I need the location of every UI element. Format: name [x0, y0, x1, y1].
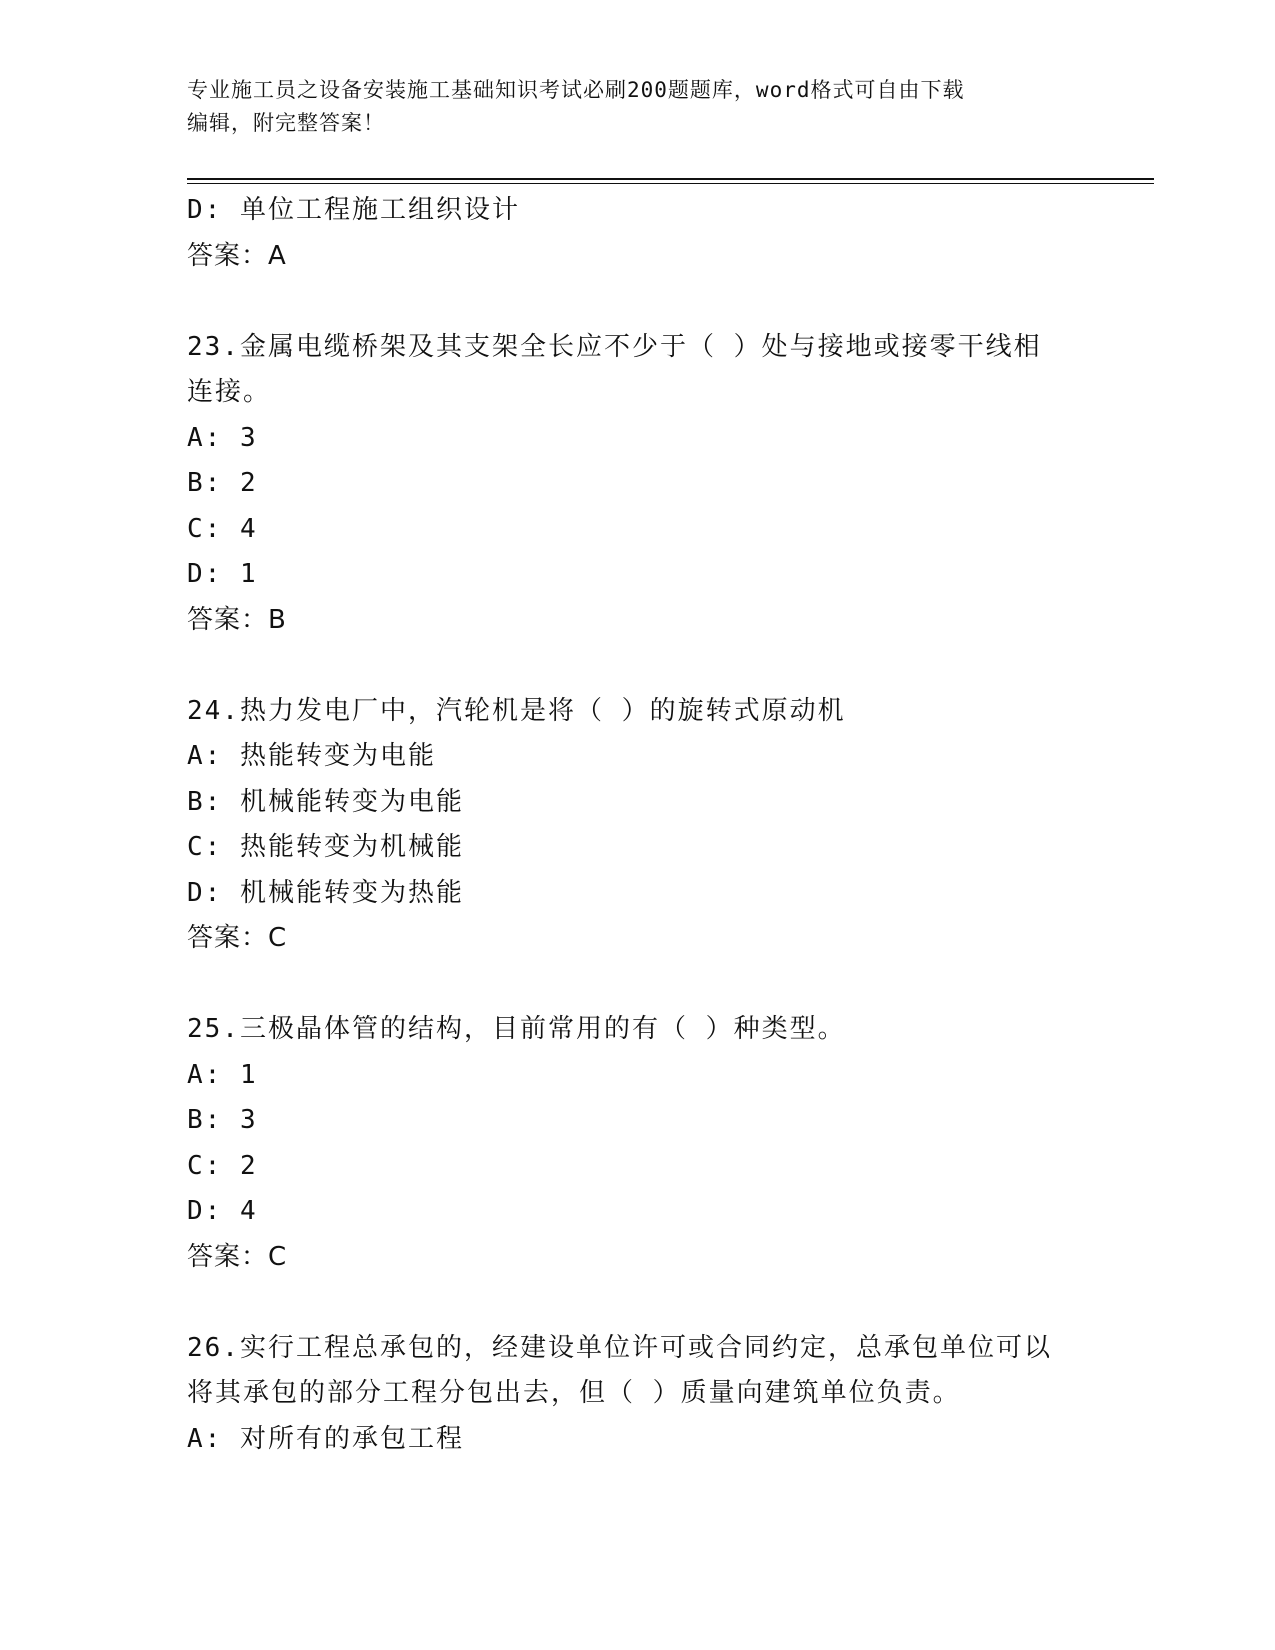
spacer [187, 643, 1087, 689]
answer-line: 答案：C [187, 1241, 288, 1272]
option-a: A: 3 [187, 422, 258, 453]
answer-line: 答案：C [187, 923, 288, 953]
option-a: A: 对所有的承包工程 [187, 1423, 464, 1454]
question-22-tail [187, 188, 1087, 279]
document-header [187, 74, 1067, 140]
option-d: D: 单位工程施工组织设计 [187, 195, 520, 225]
option-d: D: 1 [187, 559, 258, 589]
header-divider-thick [187, 178, 1154, 180]
question-24 [187, 689, 1087, 962]
answer-line: 答案：A [187, 240, 287, 271]
header-line-2: 编辑，附完整答案！ [187, 111, 385, 135]
question-text-line-1: 26.实行工程总承包的，经建设单位许可或合同约定，总承包单位可以 [187, 1332, 1052, 1363]
question-list [187, 188, 1087, 1462]
option-b: B: 2 [187, 468, 258, 498]
spacer [187, 279, 1087, 325]
answer-line: 答案：B [187, 604, 287, 635]
option-c: C: 热能转变为机械能 [187, 832, 464, 862]
spacer [187, 962, 1087, 1008]
question-25 [187, 1007, 1087, 1280]
option-b: B: 机械能转变为电能 [187, 786, 464, 817]
option-b: B: 3 [187, 1105, 258, 1135]
option-c: C: 2 [187, 1150, 258, 1181]
question-text-line-1: 23.金属电缆桥架及其支架全长应不少于（ ）处与接地或接零干线相 [187, 331, 1042, 362]
header-divider-thin [187, 183, 1154, 184]
question-text-line-2: 将其承包的部分工程分包出去，但（ ）质量向建筑单位负责。 [187, 1378, 961, 1408]
spacer [187, 1280, 1087, 1326]
option-d: D: 4 [187, 1196, 258, 1226]
option-d: D: 机械能转变为热能 [187, 877, 464, 908]
question-text-line-1: 24.热力发电厂中，汽轮机是将（ ）的旋转式原动机 [187, 695, 846, 726]
option-a: A: 热能转变为电能 [187, 741, 436, 771]
question-text-line-1: 25.三极晶体管的结构，目前常用的有（ ）种类型。 [187, 1014, 846, 1044]
option-a: A: 1 [187, 1059, 258, 1090]
header-line-1: 专业施工员之设备安装施工基础知识考试必刷200题题库，word格式可自由下载 [187, 78, 965, 102]
question-text-line-2: 连接。 [187, 377, 272, 407]
question-26 [187, 1326, 1087, 1463]
question-23 [187, 325, 1087, 644]
option-c: C: 4 [187, 513, 258, 544]
